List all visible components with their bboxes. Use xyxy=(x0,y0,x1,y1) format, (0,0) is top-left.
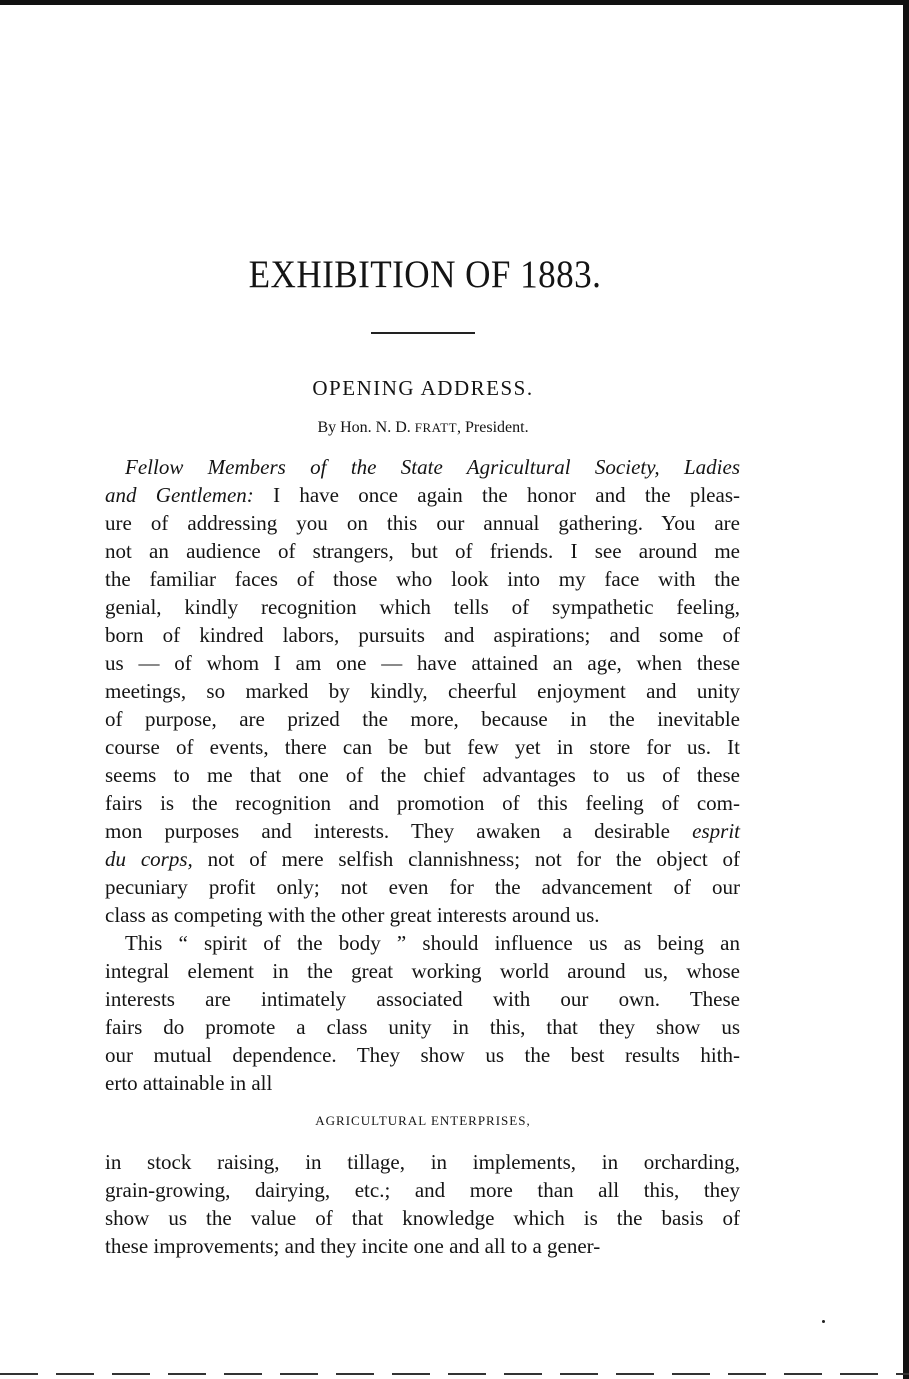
paragraph1-line: the familiar faces of those who look into my face with the xyxy=(105,567,740,591)
byline-suffix: , President. xyxy=(457,419,529,436)
section-heading: OPENING ADDRESS. xyxy=(312,376,534,400)
paragraph1-line: us — of whom I am one — have attained an age, when these xyxy=(105,651,740,675)
paragraph1-line: Fellow Members of the State Agricultural Society, Ladies xyxy=(125,455,740,479)
paragraph1-line: du corps, not of mere selfish clannishness; not for the object of xyxy=(105,847,741,871)
paragraph1-line: seems to me that one of the chief advantages to us of these xyxy=(105,763,740,787)
paragraph1-line: meetings, so marked by kindly, cheerful enjoyment and unity xyxy=(105,679,740,703)
subheading: AGRICULTURAL ENTERPRISES, xyxy=(315,1113,531,1128)
paragraph1-line: genial, kindly recognition which tells of sympathetic feeling, xyxy=(105,595,740,619)
paragraph1-line: of purpose, are prized the more, because in the inevitable xyxy=(105,707,740,731)
paragraph1-line: course of events, there can be but few yet in store for us. It xyxy=(105,735,740,759)
paragraph1-line: pecuniary profit only; not even for the advancement of our xyxy=(105,875,740,899)
title-divider xyxy=(371,332,475,334)
paragraph1-line: not an audience of strangers, but of friends. I see around me xyxy=(105,539,740,563)
paragraph1-line: ure of addressing you on this our annual gathering. You are xyxy=(105,511,740,535)
byline-prefix: By Hon. N. D. xyxy=(317,419,411,436)
paragraph3-line: show us the value of that knowledge which is the basis of xyxy=(105,1206,740,1230)
paragraph1-line: class as competing with the other great interests around us. xyxy=(105,903,600,927)
scan-right-edge xyxy=(903,0,909,1379)
paragraph3-line: grain-growing, dairying, etc.; and more than all this, they xyxy=(105,1178,740,1202)
scan-bottom-edge xyxy=(0,1373,909,1375)
paragraph2-line: fairs do promote a class unity in this, that they show us xyxy=(105,1015,740,1039)
paragraph1-line: fairs is the recognition and promotion of this feeling of com- xyxy=(105,791,740,815)
paragraph2-line: This “ spirit of the body ” should influence us as being an xyxy=(125,931,740,955)
paragraph1-line: and Gentlemen: I have once again the honor and the pleas- xyxy=(105,483,740,507)
scan-top-edge xyxy=(0,0,909,5)
paragraph2-line: our mutual dependence. They show us the best results hith- xyxy=(105,1043,740,1067)
page-title: EXHIBITION OF 1883. xyxy=(248,253,602,296)
paragraph3-line: in stock raising, in tillage, in implements, in orcharding, xyxy=(105,1150,740,1174)
paragraph2-line: interests are intimately associated with our own. These xyxy=(105,987,740,1011)
byline-name: FRATT xyxy=(414,420,458,435)
paragraph1-line: mon purposes and interests. They awaken a desirable esprit xyxy=(105,819,740,843)
byline xyxy=(0,419,846,437)
ink-speck xyxy=(822,1320,825,1323)
paragraph3-line: these improvements; and they incite one and all to a gener- xyxy=(105,1234,601,1258)
paragraph1-line: born of kindred labors, pursuits and aspirations; and some of xyxy=(105,623,740,647)
paragraph2-line: erto attainable in all xyxy=(105,1071,273,1095)
paragraph2-line: integral element in the great working world around us, whose xyxy=(105,959,740,983)
